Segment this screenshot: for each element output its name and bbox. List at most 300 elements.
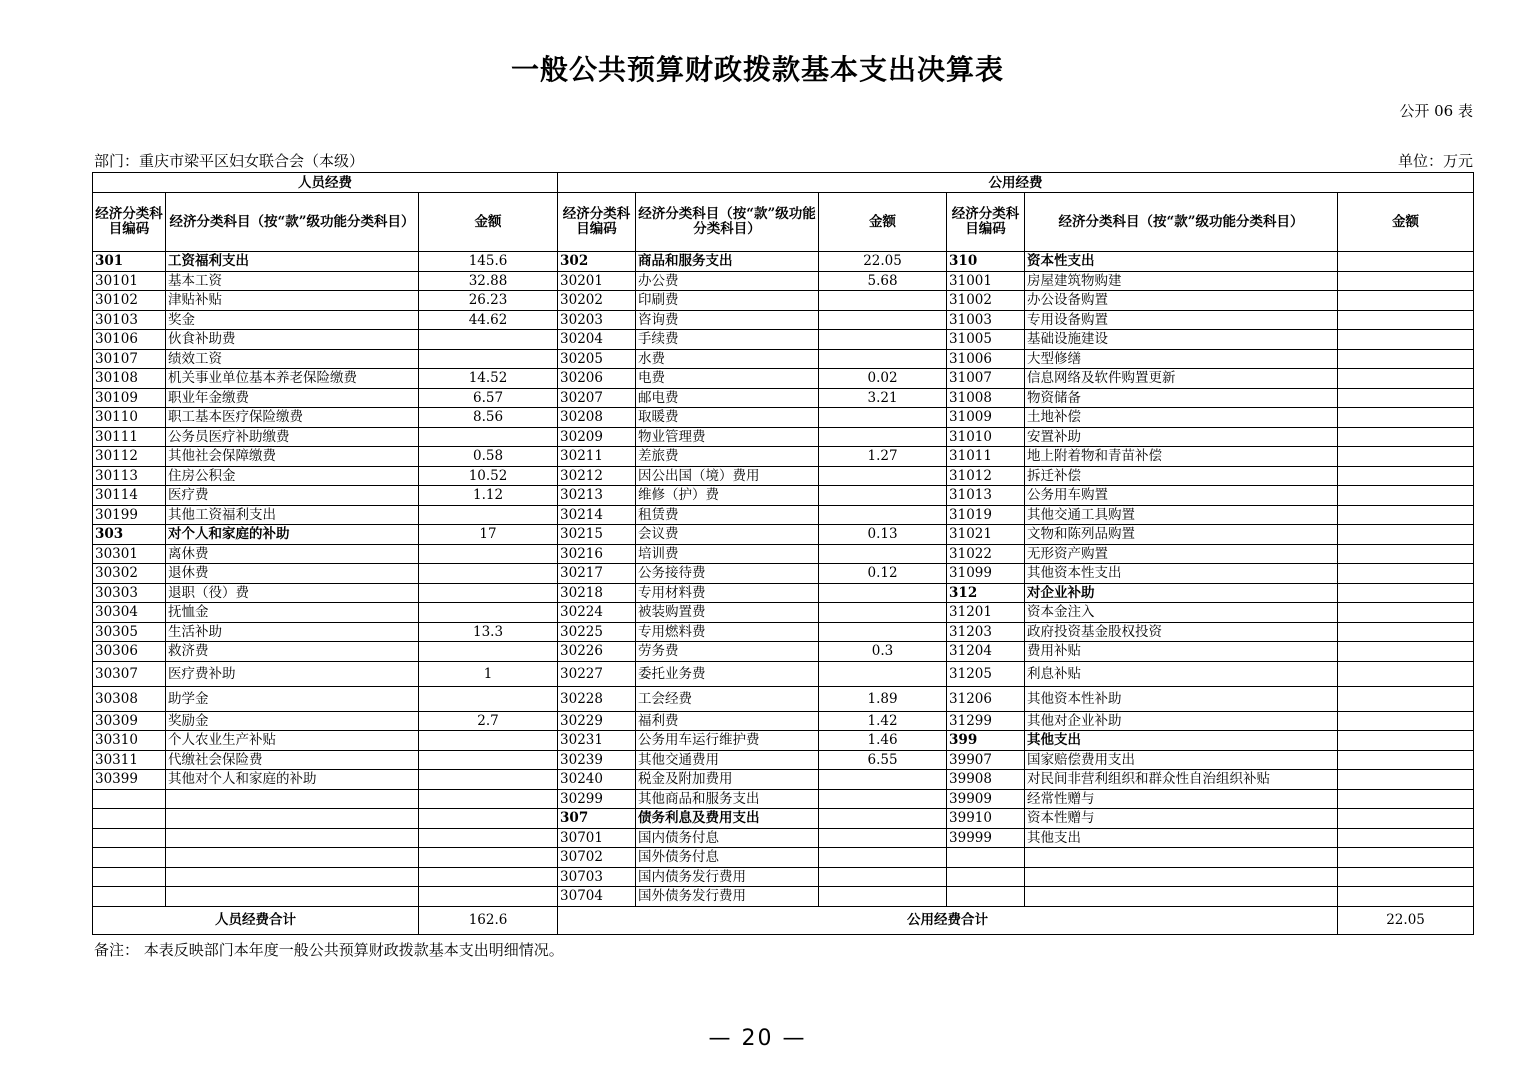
table-row <box>93 750 1474 770</box>
amount-cell <box>1338 408 1474 428</box>
amount-cell <box>1338 486 1474 506</box>
name-cell: 离休费 <box>166 544 419 564</box>
code-cell: 31204 <box>947 642 1025 662</box>
amount-cell: 6.57 <box>419 388 558 408</box>
code-cell: 30301 <box>93 544 166 564</box>
amount-cell <box>419 505 558 525</box>
name-cell: 专用燃料费 <box>636 622 819 642</box>
amount-cell <box>819 622 947 642</box>
amount-cell <box>419 583 558 603</box>
name-cell: 国内债务发行费用 <box>636 867 819 887</box>
name-cell <box>166 828 419 848</box>
code-cell: 30306 <box>93 642 166 662</box>
amount-cell: 32.88 <box>419 271 558 291</box>
amount-cell <box>819 349 947 369</box>
name-cell: 医疗费 <box>166 486 419 506</box>
name-cell: 委托业务费 <box>636 661 819 686</box>
name-cell: 维修（护）费 <box>636 486 819 506</box>
code-cell: 39908 <box>947 770 1025 790</box>
name-cell: 专用材料费 <box>636 583 819 603</box>
name-cell: 办公设备购置 <box>1025 291 1338 311</box>
amount-cell <box>419 887 558 907</box>
code-cell: 30228 <box>558 686 636 711</box>
code-cell: 30114 <box>93 486 166 506</box>
name-cell: 税金及附加费用 <box>636 770 819 790</box>
amount-cell <box>1338 427 1474 447</box>
name-cell: 培训费 <box>636 544 819 564</box>
group-header-personnel: 人员经费 <box>93 173 558 193</box>
amount-cell <box>1338 711 1474 731</box>
table-body <box>93 252 1474 907</box>
name-cell: 商品和服务支出 <box>636 252 819 272</box>
name-cell: 基础设施建设 <box>1025 330 1338 350</box>
amount-cell <box>419 750 558 770</box>
table-row <box>93 369 1474 389</box>
amount-cell <box>819 486 947 506</box>
amount-cell: 0.02 <box>819 369 947 389</box>
code-cell <box>947 848 1025 868</box>
code-cell: 30212 <box>558 466 636 486</box>
code-cell: 30399 <box>93 770 166 790</box>
table-row <box>93 564 1474 584</box>
name-cell: 公务接待费 <box>636 564 819 584</box>
table-row <box>93 505 1474 525</box>
table-row <box>93 603 1474 623</box>
name-cell <box>166 848 419 868</box>
name-cell: 国内债务付息 <box>636 828 819 848</box>
amount-cell <box>1338 686 1474 711</box>
amount-cell: 0.12 <box>819 564 947 584</box>
amount-cell <box>819 427 947 447</box>
amount-cell: 0.58 <box>419 447 558 467</box>
amount-cell: 1.89 <box>819 686 947 711</box>
code-cell: 31006 <box>947 349 1025 369</box>
name-cell: 专用设备购置 <box>1025 310 1338 330</box>
code-cell: 30305 <box>93 622 166 642</box>
name-cell: 职工基本医疗保险缴费 <box>166 408 419 428</box>
amount-cell <box>1338 867 1474 887</box>
code-cell: 30211 <box>558 447 636 467</box>
name-cell: 公务员医疗补助缴费 <box>166 427 419 447</box>
code-cell: 30240 <box>558 770 636 790</box>
code-cell: 39910 <box>947 809 1025 829</box>
department-label: 部门：重庆市梁平区妇女联合会（本级） <box>94 152 365 170</box>
name-cell: 电费 <box>636 369 819 389</box>
name-cell: 办公费 <box>636 271 819 291</box>
name-cell: 工会经费 <box>636 686 819 711</box>
unit-label: 单位：万元 <box>1397 152 1473 170</box>
name-cell: 医疗费补助 <box>166 661 419 686</box>
amount-cell: 17 <box>419 525 558 545</box>
table-row <box>93 770 1474 790</box>
code-cell <box>93 867 166 887</box>
amount-cell: 44.62 <box>419 310 558 330</box>
code-cell: 307 <box>558 809 636 829</box>
table-row <box>93 661 1474 686</box>
amount-cell: 2.7 <box>419 711 558 731</box>
name-cell <box>166 887 419 907</box>
amount-cell <box>1338 388 1474 408</box>
name-cell: 基本工资 <box>166 271 419 291</box>
code-cell <box>947 867 1025 887</box>
name-cell: 其他社会保障缴费 <box>166 447 419 467</box>
amount-cell <box>1338 661 1474 686</box>
code-cell: 30225 <box>558 622 636 642</box>
amount-cell: 0.3 <box>819 642 947 662</box>
amount-cell <box>819 867 947 887</box>
name-cell: 工资福利支出 <box>166 252 419 272</box>
code-cell: 30113 <box>93 466 166 486</box>
name-cell: 土地补偿 <box>1025 408 1338 428</box>
name-cell: 奖励金 <box>166 711 419 731</box>
amount-cell: 1.12 <box>419 486 558 506</box>
code-cell: 31011 <box>947 447 1025 467</box>
amount-cell <box>1338 544 1474 564</box>
code-cell: 30109 <box>93 388 166 408</box>
amount-cell <box>1338 603 1474 623</box>
name-cell: 国家赔偿费用支出 <box>1025 750 1338 770</box>
amount-cell: 1 <box>419 661 558 686</box>
amount-cell <box>1338 291 1474 311</box>
code-cell: 30704 <box>558 887 636 907</box>
code-cell: 399 <box>947 731 1025 751</box>
code-cell: 31019 <box>947 505 1025 525</box>
amount-cell <box>1338 369 1474 389</box>
code-cell: 30310 <box>93 731 166 751</box>
amount-cell <box>419 564 558 584</box>
public-total-label: 公用经费合计 <box>558 906 1338 934</box>
code-cell: 30107 <box>93 349 166 369</box>
name-cell: 其他对企业补助 <box>1025 711 1338 731</box>
amount-cell <box>419 789 558 809</box>
name-cell: 文物和陈列品购置 <box>1025 525 1338 545</box>
code-cell: 30204 <box>558 330 636 350</box>
table-row <box>93 686 1474 711</box>
amount-cell <box>819 809 947 829</box>
amount-cell <box>819 466 947 486</box>
table-row <box>93 731 1474 751</box>
amount-cell: 6.55 <box>819 750 947 770</box>
name-cell: 公务用车购置 <box>1025 486 1338 506</box>
name-cell: 被装购置费 <box>636 603 819 623</box>
code-cell: 31008 <box>947 388 1025 408</box>
name-cell: 差旅费 <box>636 447 819 467</box>
table-row <box>93 388 1474 408</box>
amount-cell <box>1338 828 1474 848</box>
name-cell: 租赁费 <box>636 505 819 525</box>
amount-cell <box>1338 466 1474 486</box>
col-header-amount: 金额 <box>419 193 558 252</box>
table-row <box>93 330 1474 350</box>
name-cell: 安置补助 <box>1025 427 1338 447</box>
name-cell <box>1025 848 1338 868</box>
table-row <box>93 828 1474 848</box>
name-cell: 其他支出 <box>1025 828 1338 848</box>
name-cell: 政府投资基金股权投资 <box>1025 622 1338 642</box>
name-cell <box>166 867 419 887</box>
col-header-amount: 金额 <box>1338 193 1474 252</box>
code-cell <box>93 789 166 809</box>
name-cell: 地上附着物和青苗补偿 <box>1025 447 1338 467</box>
name-cell: 职业年金缴费 <box>166 388 419 408</box>
name-cell: 物业管理费 <box>636 427 819 447</box>
name-cell: 其他资本性补助 <box>1025 686 1338 711</box>
personnel-total-label: 人员经费合计 <box>93 906 419 934</box>
amount-cell <box>419 603 558 623</box>
code-cell: 39907 <box>947 750 1025 770</box>
amount-cell <box>1338 505 1474 525</box>
code-cell: 30218 <box>558 583 636 603</box>
amount-cell <box>819 770 947 790</box>
code-cell <box>947 887 1025 907</box>
code-cell: 31021 <box>947 525 1025 545</box>
amount-cell <box>819 887 947 907</box>
name-cell: 咨询费 <box>636 310 819 330</box>
amount-cell <box>819 330 947 350</box>
amount-cell: 145.6 <box>419 252 558 272</box>
code-cell: 30308 <box>93 686 166 711</box>
name-cell <box>166 789 419 809</box>
amount-cell: 0.13 <box>819 525 947 545</box>
amount-cell <box>1338 731 1474 751</box>
code-cell: 31003 <box>947 310 1025 330</box>
amount-cell <box>819 789 947 809</box>
amount-cell: 14.52 <box>419 369 558 389</box>
code-cell: 39999 <box>947 828 1025 848</box>
table-row <box>93 622 1474 642</box>
totals-row <box>93 906 1474 934</box>
table-row <box>93 310 1474 330</box>
name-cell: 资本金注入 <box>1025 603 1338 623</box>
code-cell: 30203 <box>558 310 636 330</box>
table-row <box>93 711 1474 731</box>
code-cell: 30299 <box>558 789 636 809</box>
amount-cell <box>419 770 558 790</box>
amount-cell <box>819 544 947 564</box>
name-cell: 福利费 <box>636 711 819 731</box>
code-cell: 30206 <box>558 369 636 389</box>
col-header-name: 经济分类科目（按“款”级功能分类科目） <box>1025 193 1338 252</box>
name-cell: 利息补贴 <box>1025 661 1338 686</box>
code-cell: 301 <box>93 252 166 272</box>
code-cell: 30303 <box>93 583 166 603</box>
name-cell <box>166 809 419 829</box>
amount-cell <box>419 809 558 829</box>
public-total-value: 22.05 <box>1338 906 1474 934</box>
amount-cell: 5.68 <box>819 271 947 291</box>
table-row <box>93 789 1474 809</box>
name-cell: 对个人和家庭的补助 <box>166 525 419 545</box>
amount-cell <box>1338 271 1474 291</box>
code-cell: 30309 <box>93 711 166 731</box>
code-cell: 30213 <box>558 486 636 506</box>
amount-cell <box>1338 349 1474 369</box>
name-cell: 其他资本性支出 <box>1025 564 1338 584</box>
name-cell: 资本性赠与 <box>1025 809 1338 829</box>
table-row <box>93 447 1474 467</box>
col-header-name: 经济分类科目（按“款”级功能分类科目） <box>636 193 819 252</box>
amount-cell <box>1338 789 1474 809</box>
amount-cell: 1.42 <box>819 711 947 731</box>
name-cell: 手续费 <box>636 330 819 350</box>
name-cell: 伙食补助费 <box>166 330 419 350</box>
code-cell: 30231 <box>558 731 636 751</box>
amount-cell <box>819 828 947 848</box>
code-cell: 30215 <box>558 525 636 545</box>
table-row <box>93 466 1474 486</box>
amount-cell <box>819 310 947 330</box>
name-cell: 其他工资福利支出 <box>166 505 419 525</box>
amount-cell <box>419 848 558 868</box>
name-cell: 津贴补贴 <box>166 291 419 311</box>
name-cell: 奖金 <box>166 310 419 330</box>
code-cell: 31002 <box>947 291 1025 311</box>
name-cell: 机关事业单位基本养老保险缴费 <box>166 369 419 389</box>
code-cell: 30304 <box>93 603 166 623</box>
name-cell: 取暖费 <box>636 408 819 428</box>
code-cell: 30106 <box>93 330 166 350</box>
amount-cell <box>419 427 558 447</box>
group-header-public: 公用经费 <box>558 173 1474 193</box>
page-number: — 20 — <box>708 1026 807 1051</box>
code-cell: 31205 <box>947 661 1025 686</box>
page-title: 一般公共预算财政拨款基本支出决算表 <box>510 53 1004 86</box>
amount-cell <box>419 544 558 564</box>
code-cell: 310 <box>947 252 1025 272</box>
name-cell: 邮电费 <box>636 388 819 408</box>
name-cell: 资本性支出 <box>1025 252 1338 272</box>
code-cell: 30311 <box>93 750 166 770</box>
amount-cell <box>819 408 947 428</box>
name-cell: 救济费 <box>166 642 419 662</box>
amount-cell <box>819 291 947 311</box>
table-row <box>93 427 1474 447</box>
amount-cell: 1.46 <box>819 731 947 751</box>
code-cell: 30702 <box>558 848 636 868</box>
code-cell: 39909 <box>947 789 1025 809</box>
name-cell: 大型修缮 <box>1025 349 1338 369</box>
code-cell: 31022 <box>947 544 1025 564</box>
name-cell: 拆迁补偿 <box>1025 466 1338 486</box>
name-cell: 因公出国（境）费用 <box>636 466 819 486</box>
name-cell: 国外债务发行费用 <box>636 887 819 907</box>
code-cell: 302 <box>558 252 636 272</box>
code-cell: 31010 <box>947 427 1025 447</box>
code-cell: 30205 <box>558 349 636 369</box>
name-cell: 无形资产购置 <box>1025 544 1338 564</box>
col-header-amount: 金额 <box>819 193 947 252</box>
expenditure-table <box>92 172 1474 935</box>
name-cell: 经常性赠与 <box>1025 789 1338 809</box>
col-header-name: 经济分类科目（按“款”级功能分类科目） <box>166 193 419 252</box>
name-cell: 退休费 <box>166 564 419 584</box>
code-cell <box>93 828 166 848</box>
amount-cell <box>419 686 558 711</box>
amount-cell <box>419 867 558 887</box>
amount-cell: 10.52 <box>419 466 558 486</box>
amount-cell <box>1338 252 1474 272</box>
amount-cell <box>1338 525 1474 545</box>
code-cell: 31206 <box>947 686 1025 711</box>
amount-cell <box>419 828 558 848</box>
code-cell: 30208 <box>558 408 636 428</box>
code-cell: 31001 <box>947 271 1025 291</box>
code-cell: 30199 <box>93 505 166 525</box>
code-cell: 30229 <box>558 711 636 731</box>
amount-cell <box>819 603 947 623</box>
name-cell: 绩效工资 <box>166 349 419 369</box>
code-cell: 30202 <box>558 291 636 311</box>
table-row <box>93 583 1474 603</box>
col-header-code: 经济分类科目编码 <box>947 193 1025 252</box>
code-cell: 30101 <box>93 271 166 291</box>
code-cell: 30207 <box>558 388 636 408</box>
name-cell: 印刷费 <box>636 291 819 311</box>
name-cell: 债务利息及费用支出 <box>636 809 819 829</box>
amount-cell <box>819 505 947 525</box>
table-row <box>93 848 1474 868</box>
name-cell <box>1025 867 1338 887</box>
name-cell: 抚恤金 <box>166 603 419 623</box>
amount-cell <box>1338 809 1474 829</box>
table-row <box>93 349 1474 369</box>
amount-cell <box>1338 848 1474 868</box>
code-cell <box>93 848 166 868</box>
code-cell: 312 <box>947 583 1025 603</box>
amount-cell <box>819 583 947 603</box>
name-cell: 公务用车运行维护费 <box>636 731 819 751</box>
code-cell: 31007 <box>947 369 1025 389</box>
code-cell: 30112 <box>93 447 166 467</box>
name-cell: 国外债务付息 <box>636 848 819 868</box>
amount-cell <box>1338 310 1474 330</box>
table-row <box>93 271 1474 291</box>
amount-cell <box>1338 583 1474 603</box>
name-cell: 房屋建筑物购建 <box>1025 271 1338 291</box>
code-cell: 30217 <box>558 564 636 584</box>
code-cell <box>93 809 166 829</box>
code-cell: 31099 <box>947 564 1025 584</box>
code-cell: 30227 <box>558 661 636 686</box>
amount-cell <box>1338 622 1474 642</box>
col-header-code: 经济分类科目编码 <box>93 193 166 252</box>
table-row <box>93 252 1474 272</box>
name-cell: 会议费 <box>636 525 819 545</box>
code-cell: 31201 <box>947 603 1025 623</box>
name-cell: 生活补助 <box>166 622 419 642</box>
code-cell: 30103 <box>93 310 166 330</box>
amount-cell <box>1338 887 1474 907</box>
code-cell: 30701 <box>558 828 636 848</box>
name-cell: 水费 <box>636 349 819 369</box>
code-cell: 30239 <box>558 750 636 770</box>
name-cell: 其他交通费用 <box>636 750 819 770</box>
name-cell: 费用补贴 <box>1025 642 1338 662</box>
table-row <box>93 525 1474 545</box>
col-header-code: 经济分类科目编码 <box>558 193 636 252</box>
name-cell <box>1025 887 1338 907</box>
name-cell: 其他交通工具购置 <box>1025 505 1338 525</box>
amount-cell <box>419 731 558 751</box>
code-cell: 31203 <box>947 622 1025 642</box>
code-cell: 30302 <box>93 564 166 584</box>
code-cell: 30102 <box>93 291 166 311</box>
table-row <box>93 809 1474 829</box>
amount-cell: 8.56 <box>419 408 558 428</box>
amount-cell <box>419 349 558 369</box>
amount-cell <box>419 330 558 350</box>
name-cell: 退职（役）费 <box>166 583 419 603</box>
